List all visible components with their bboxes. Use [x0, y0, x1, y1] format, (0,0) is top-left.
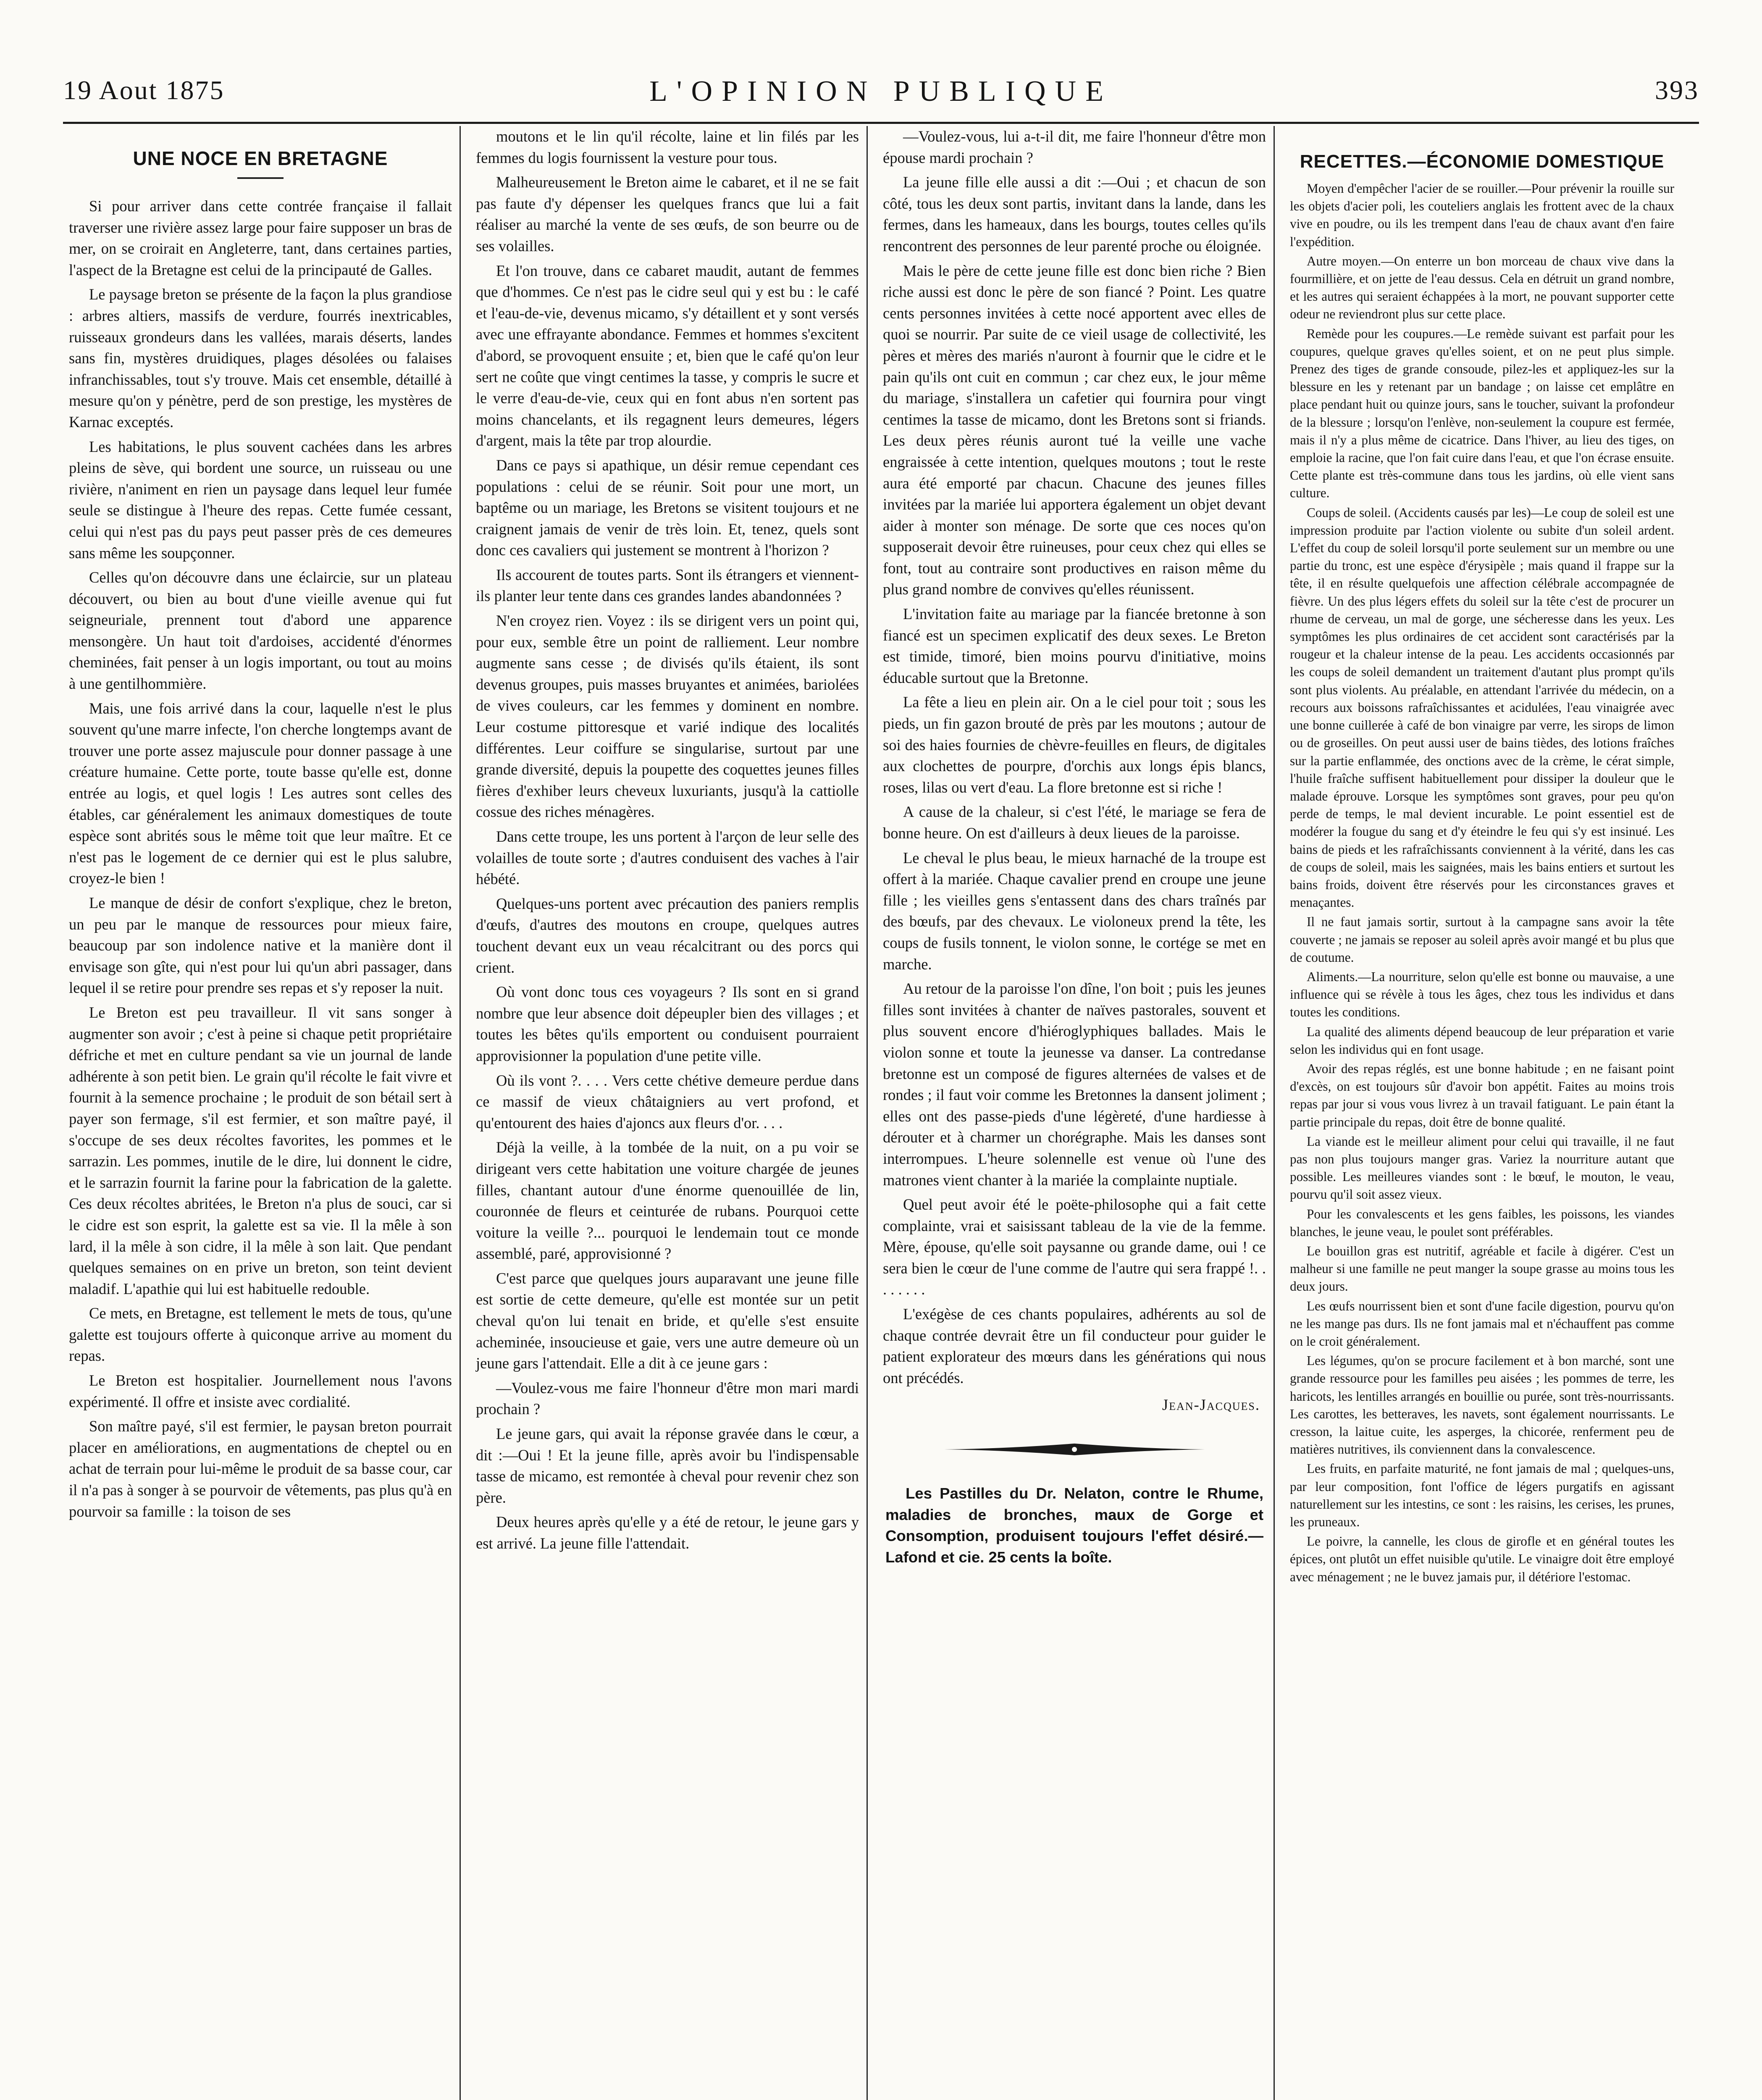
- paragraph: Mais le père de cette jeune fille est donc bien riche ? Bien riche aussi est donc le père de son fiancé ? Point. Les quatre cents personnes invitées à cette nocé apportent avec elles de quoi se nourrir. Par suite de ce vieil usage de collectivité, les pères et mères des mariés n'auront à fournir que le cidre et le pain qu'ils ont cuit en commun ; car chez eux, le jour même du mariage, s'installera un cafetier qui fournira pour vingt centimes la tasse de micamo, dont les Bretons sont si friands. Les deux pères réunis auront tué la veille une vache engraissée à cette intention, quelques moutons ; tout le reste aura été emporté par chacun. Chacune des jeunes filles invitées par la mariée lui apportera également un objet devant aider à monter son ménage. De sorte que ces noces qu'on supposerait devoir être ruineuses, pour ceux chez qui elles se font, tout au contraire sont productives en raison même du plus grand nombre de convives qu'elles réunissent.: [883, 262, 1266, 598]
- paragraph: Remède pour les coupures.—Le remède suivant est parfait pour les coupures, quelque graves qu'elles soient, et on ne peut plus simple. Prenez des tiges de grande consoude, pilez-les et appliquez-les sur la blessure en les y retenant par un bandage ; on laisse cet emplâtre en place pendant huit ou quinze jours, sans le toucher, suivant la profondeur de la blessure ; lorsqu'on l'enlève, non-seulement la coupure est fermée, mais il n'y a plus même de cicatrice. Dans l'hiver, au lieu des tiges, on emploie la racine, que l'on fait cuire dans l'eau, et que l'on écrase ensuite. Cette plante est très-commune dans tous les jardins, où elle vient sans culture.: [1290, 326, 1674, 501]
- paragraph: Les fruits, en parfaite maturité, ne font jamais de mal ; quelques-uns, par leur composition, font l'office de légers purgatifs en agissant naturellement sur les intestins, ce sont : les raisins, les cerises, les prunes, les pruneaux.: [1290, 1461, 1674, 1530]
- issue-date: 19 Aout 1875: [63, 75, 225, 105]
- paragraph: Les œufs nourrissent bien et sont d'une facile digestion, pourvu qu'on ne les mange pas durs. Ils ne font jamais mal et n'échauffent pas comme on le croit généralement.: [1290, 1298, 1674, 1349]
- column-2: [470, 126, 868, 2100]
- paragraph: Coups de soleil. (Accidents causés par les)—Le coup de soleil est une impression produite par l'action violente ou subite d'un soleil ardent. L'effet du coup de soleil lorsqu'il porte seulement sur un membre ou une partie du tronc, est une espèce d'érysipèle ; mais quand il frappe sur la tête, il en résulte quelquefois une affection célébrale accompagnée de fièvre. Un des plus légers effets du soleil sur la tête c'est de procurer un rhume de cerveau, un mal de gorge, une sécheresse dans les yeux. Les symptômes les plus ordinaires de cet accident sont caractérisés par la rougeur et la chaleur intense de la peau. Les accidents occasionnés par les coups de soleil demandent un traitement d'autant plus prompt qu'ils sont plus violents. Au préalable, en attendant l'arrivée du médecin, on a recours aux boissons rafraîchissantes et acidulées, l'eau vinaigrée avec une bonne cuillerée à café de bon vinaigre par verre, les sirops de limon ou de groseilles. On peut aussi user de bains tièdes, des lotions fraîches sur la partie enflammée, des onctions avec de la crème, le cérat simple, l'huile fraîche suffisent habituellement pour dissiper la douleur que le malade éprouve. Lorsque les symptômes sont graves, pour peu qu'on perde de temps, le mal devient incurable. Le point essentiel est de modérer la fougue du sang et d'y éteindre le feu qui s'y est insinué. Les bains de pieds et les rafraîchissants conviennent à la vérité, dans les cas de coups de soleil, mais les saignées, mais les bains entiers et surtout les bains froids, doivent être réservés pour les circonstances graves et menaçantes.: [1290, 505, 1674, 910]
- paragraph: Les habitations, le plus souvent cachées dans les arbres pleins de sève, qui bordent une source, un ruisseau ou une rivière, n'animent en rien un paysage dans lequel leur fumée seule se distingue à l'heure des repas. Cette fumée cessant, celui qui n'est pas du pays peut passer près de ces demeures sans même les soupçonner.: [69, 438, 452, 562]
- paragraph: moutons et le lin qu'il récolte, laine et lin filés par les femmes du logis fournissent la vesture pour tous.: [476, 128, 859, 166]
- paragraph: Le jeune gars, qui avait la réponse gravée dans le cœur, a dit :—Oui ! Et la jeune fille, après avoir bu l'indispensable tasse de micamo, est remontée à cheval pour revenir chez son père.: [476, 1425, 859, 1506]
- paragraph: Le manque de désir de confort s'explique, chez le breton, un peu par le manque de ressources pour mieux faire, beaucoup par son indolence native et la manière dont il envisage son gîte, qui n'est pour lui qu'un abri passager, dans lequel il se retire pour prendre ses repas et s'y reposer la nuit.: [69, 894, 452, 997]
- paragraph: La fête a lieu en plein air. On a le ciel pour toit ; sous les pieds, un fin gazon brouté de près par les moutons ; autour de soi des haies fournies de chèvre-feuilles en fleurs, de digitales aux clochettes de pourpre, d'orchis aux longs épis blancs, roses, lilas ou vert d'eau. La flore bretonne est si riche !: [883, 693, 1266, 796]
- paragraph: Ils accourent de toutes parts. Sont ils étrangers et viennent-ils planter leur tente dans ces grandes landes abandonnées ?: [476, 566, 859, 605]
- page-number: 393: [1655, 75, 1699, 105]
- paragraph: Le paysage breton se présente de la façon la plus grandiose : arbres altiers, massifs de verdure, fourrés inextricables, ruisseaux grondeurs dans les vallées, marais déserts, landes sans fin, mystères druidiques, plages désolées ou falaises infranchissables, tout s'y trouve. Mais cet ensemble, détaillé à mesure qu'on y pénètre, perd de son prestige, les mystères de Karnac exceptés.: [69, 286, 452, 430]
- article-signature: Jean-Jacques.: [1162, 1396, 1260, 1414]
- paragraph: La viande est le meilleur aliment pour celui qui travaille, il ne faut pas non plus toujours manger gras. Variez la nourriture autant que possible. Les meilleures viandes sont : le bœuf, le mouton, le veau, pourvu qu'il soit assez vieux.: [1290, 1134, 1674, 1202]
- title-rule: [237, 177, 284, 179]
- paragraph: Le Breton est hospitalier. Journellement nous l'avons expérimenté. Il offre et insiste avec cordialité.: [69, 1372, 452, 1410]
- paragraph: A cause de la chaleur, si c'est l'été, le mariage se fera de bonne heure. On est d'ailleurs à deux lieues de la paroisse.: [883, 803, 1266, 842]
- paragraph: Quelques-uns portent avec précaution des paniers remplis d'œufs, d'autres des moutons en croupe, quelques autres touchent devant eux un veau récalcitrant ou des porcs qui crient.: [476, 895, 859, 976]
- recipes-body: [1290, 180, 1674, 1586]
- paragraph: L'invitation faite au mariage par la fiancée bretonne à son fiancé est un specimen explicatif des deux sexes. Le Breton est timide, timoré, bien moins pourvu d'initiative, moins éducable surtout que la Bretonne.: [883, 605, 1266, 686]
- paragraph: N'en croyez rien. Voyez : ils se dirigent vers un point qui, pour eux, semble être un point de ralliement. Leur nombre augmente sans cesse ; de divisés qu'ils étaient, ils sont devenus groupes, puis masses bruyantes et animées, bariolées de vives couleurs, car les femmes y dominent en nombre. Leur costume pittoresque et varié indique des localités différentes. Leur coiffure se singularise, surtout par une grande diversité, depuis la poupette des coquettes jeunes filles fières d'exhiber leurs cheveux luxuriants, jusqu'à la cattiolle cossue des riches ménagères.: [476, 612, 859, 821]
- paragraph: Quel peut avoir été le poëte-philosophe qui a fait cette complainte, vrai et saisissant tableau de la vie de la femme. Mère, épouse, qu'elle soit paysanne ou grande dame, oui ! ce sera bien le cœur de l'une comme de l'autre qui sera frappé !. . . . . . . .: [883, 1196, 1266, 1298]
- paragraph: Avoir des repas réglés, est une bonne habitude ; en ne faisant point d'excès, on est toujours sûr d'avoir bon appétit. Faites au moins trois repas par jour si vous vous livrez à un travail fatiguant. Le pain étant la partie principale du repas, doit être de bonne qualité.: [1290, 1061, 1674, 1129]
- paragraph: Dans cette troupe, les uns portent à l'arçon de leur selle des volailles de toute sorte ; d'autres conduisent des vaches à l'air hébété.: [476, 828, 859, 888]
- paragraph: Le Breton est peu travailleur. Il vit sans songer à augmenter son avoir ; c'est à peine si chaque petit propriétaire défriche et met en culture pendant sa vie un journal de lande adhérente à son petit bien. Le grain qu'il récolte le fait vivre et fournit à la semence prochaine ; le produit de son bétail sert à payer son fermage, s'il est fermier, et son maître payé, il s'occupe de ses deux récoltes favorites, les pommes et le sarrazin. Les pommes, inutile de le dire, lui donnent le cidre, et le sarrazin fournit la farine pour la fabrication de la galette. Ces deux récoltes abritées, le Breton n'a plus de souci, car si le cidre est son esprit, la galette est sa vie. Il la mêle à son lard, il la mêle à son cidre, il la mêle à son lait. Que pendant quelques semaines on en prive un breton, son teint devient maladif. L'apathie qui lui est habituelle redouble.: [69, 1003, 452, 1297]
- article-title: UNE NOCE EN BRETAGNE: [133, 147, 388, 169]
- paragraph: Malheureusement le Breton aime le cabaret, et il ne se fait pas faute d'y dépenser les quelques francs que lui a fait réaliser au marché la vente de ses œufs, de son beurre ou de ses volailles.: [476, 173, 859, 255]
- paragraph: Le bouillon gras est nutritif, agréable et facile à digérer. C'est un malheur si une famille ne peut manger la soupe grasse au moins tous les deux jours.: [1290, 1243, 1674, 1294]
- paragraph: Où vont donc tous ces voyageurs ? Ils sont en si grand nombre que leur absence doit dépeupler bien des villages ; et toutes les bêtes qu'ils emportent ou conduisent pourraient approvisionner la population d'une petite ville.: [476, 983, 859, 1064]
- paragraph: Le cheval le plus beau, le mieux harnaché de la troupe est offert à la mariée. Chaque cavalier prend en croupe une jeune fille ; les vieilles gens s'entassent dans des chars traînés par des bœufs, par des chevaux. Le violoneux prend la tête, les coups de fusils tonnent, le violon sonne, le cortége se met en marche.: [883, 849, 1266, 973]
- paragraph: L'exégèse de ces chants populaires, adhérents au sol de chaque contrée devrait être un fil conducteur pour guider le patient explorateur des mœurs dans les générations qui nous ont précédés.: [883, 1305, 1266, 1386]
- column-1: [63, 126, 461, 2100]
- paragraph: Pour les convalescents et les gens faibles, les poissons, les viandes blanches, le jeune veau, le poulet sont préférables.: [1290, 1206, 1674, 1239]
- paragraph: Le poivre, la cannelle, les clous de girofle et en général toutes les épices, ont plutôt un effet nuisible qu'utile. Le vinaigre doit être employé avec ménagement ; ne le buvez jamais pur, il détériore l'estomac.: [1290, 1534, 1674, 1584]
- paragraph: Dans ce pays si apathique, un désir remue cependant ces populations : celui de se réunir. Soit pour une mort, un baptême ou un mariage, les Bretons se visitent toujours et ne craignent jamais de venir de très loin. Et, tenez, quels sont donc ces cavaliers qui justement se montrent à l'horizon ?: [476, 456, 859, 559]
- paragraph: La qualité des aliments dépend beaucoup de leur préparation et varie selon les individus qui en font usage.: [1290, 1024, 1674, 1057]
- paragraph: Autre moyen.—On enterre un bon morceau de chaux vive dans la fourmillière, et on jette de l'eau dessus. Cela en détruit un grand nombre, et les autres qui seraient échappées à la mort, ne pouvant supporter cette odeur ne reviendront plus sur cette place.: [1290, 253, 1674, 322]
- paragraph: —Voulez-vous, lui a-t-il dit, me faire l'honneur d'être mon épouse mardi prochain ?: [883, 128, 1266, 166]
- paragraph: Déjà la veille, à la tombée de la nuit, on a pu voir se dirigeant vers cette habitation une voiture chargée de jeunes filles, chantant autour d'une énorme quenouillée de lin, couronnée de fleurs et ceinturée de rubans. Pourquoi cette voiture la veille ?... pourquoi le lendemain tout ce monde assemblé, paré, approvisionné ?: [476, 1139, 859, 1263]
- paragraph: Les légumes, qu'on se procure facilement et à bon marché, sont une grande ressource pour les familles peu aisées ; les pommes de terre, les haricots, les lentilles arrangés en bouillie ou purée, sont très-nourrissants. Les carottes, les betteraves, les navets, sont également nourrissants. Le cresson, la laitue cuite, les asperges, la chicorée, renferment peu de matières nutritives, ils conviennent dans la convalescence.: [1290, 1353, 1674, 1457]
- recipes-title: RECETTES.—ÉCONOMIE DOMESTIQUE: [1300, 151, 1665, 172]
- column-3: [877, 126, 1275, 2100]
- paragraph: Il ne faut jamais sortir, surtout à la campagne sans avoir la tête couverte ; ne jamais se reposer au soleil après avoir mangé et bu plus que de coutume.: [1290, 914, 1674, 965]
- advertisement: Les Pastilles du Dr. Nelaton, contre le Rhume, maladies de bronches, maux de Gorge et Consomption, produisent toujours l'effet désiré.—Lafond et cie. 25 cents la boîte.: [885, 1485, 1263, 1566]
- ornament-divider: [940, 1441, 1209, 1458]
- article-body-part-1: [69, 196, 452, 1522]
- columns: [63, 126, 1699, 2100]
- paragraph: Et l'on trouve, dans ce cabaret maudit, autant de femmes que d'hommes. Ce n'est pas le cidre seul qui y est bu : le café et l'eau-de-vie, devenus micamo, s'y détaillent et y sont versés avec une effrayante abondance. Femmes et hommes s'excitent d'abord, se provoquent ensuite ; et, bien que le café qu'on leur sert ne coûte que vingt centimes la tasse, y compris le sucre et le verre d'eau-de-vie, ceux qui en font abus n'en sortent pas moins chancelants, et ils regagnent leurs demeures, légers d'argent, mais la tête par trop alourdie.: [476, 262, 859, 449]
- paragraph: Si pour arriver dans cette contrée française il fallait traverser une rivière assez large pour faire supposer un bras de mer, on se croirait en Angleterre, tant, dans certaines parties, l'aspect de la Bretagne est celui de la principauté de Galles.: [69, 197, 452, 278]
- paragraph: Aliments.—La nourriture, selon qu'elle est bonne ou mauvaise, a une influence qui se révèle à tous les âges, chez tous les individus et dans toutes les conditions.: [1290, 969, 1674, 1020]
- article-body-part-2: [476, 126, 859, 1554]
- newspaper-title: L'OPINION PUBLIQUE: [649, 75, 1113, 108]
- column-4: [1284, 126, 1682, 2100]
- paragraph: La jeune fille elle aussi a dit :—Oui ; et chacun de son côté, tous les deux sont partis, invitant dans la lande, dans les fermes, dans les hameaux, dans les bourgs, toutes celles qu'ils rencontrent des personnes de leur parenté proche ou éloignée.: [883, 173, 1266, 255]
- paragraph: Moyen d'empêcher l'acier de se rouiller.—Pour prévenir la rouille sur les objets d'acier poli, les couteliers anglais les frottent avec de la chaux vive en poudre, ou ils les trempent dans l'eau de chaux avant d'en faire l'expédition.: [1290, 181, 1674, 249]
- paragraph: Celles qu'on découvre dans une éclaircie, sur un plateau découvert, ou bien au bout d'une vieille avenue qui fut seigneuriale, prennent tout d'abord une apparence mensongère. Un haut toit d'ardoises, accidenté d'énormes cheminées, fait penser à un logis important, ou tout au moins à une gentilhommière.: [69, 569, 452, 693]
- paragraph: Son maître payé, s'il est fermier, le paysan breton pourrait placer en améliorations, en augmentations de cheptel ou en achat de terrain pour lui-même le produit de sa basse cour, car il n'a pas à songer à se pourvoir de vêtements, pas plus qu'à en pourvoir sa famille : la toison de ses: [69, 1418, 452, 1520]
- article-body-part-3: [883, 126, 1266, 1389]
- paragraph: Où ils vont ?. . . . Vers cette chétive demeure perdue dans ce massif de vieux châtaigniers au vert profond, et qu'entourent des haies d'ajoncs aux fleurs d'or. . . .: [476, 1071, 859, 1131]
- paragraph: —Voulez-vous me faire l'honneur d'être mon mari mardi prochain ?: [476, 1379, 859, 1418]
- masthead: [63, 59, 1699, 124]
- paragraph: C'est parce que quelques jours auparavant une jeune fille est sortie de cette demeure, qu'elle est montée sur un petit cheval qu'on lui tenait en bride, et qu'elle s'est ensuite acheminée, insoucieuse et gaie, vers une autre demeure où un jeune gars l'attendait. Elle a dit à ce jeune gars :: [476, 1269, 859, 1372]
- paragraph: Ce mets, en Bretagne, est tellement le mets de tous, qu'une galette est toujours offerte à quiconque arrive au moment du repas.: [69, 1305, 452, 1365]
- paragraph: Au retour de la paroisse l'on dîne, l'on boit ; puis les jeunes filles sont invitées à chanter de naïves pastorales, souvent et plus souvent encore d'hiéroglyphiques ballades. Mais le violon sonne et toute la jeunesse va danser. La contredanse bretonne est un composé de figures alternées de valses et de rondes ; il faut voir comme les Bretonnes la dansent joliment ; elles ont des passe-pieds d'une légèreté, d'une hardiesse à dérouter et à charmer un chorégraphe. Mais les danses sont interrompues. L'heure solennelle est venue où l'une des matrones vient chanter à la mariée la complainte nuptiale.: [883, 980, 1266, 1189]
- paragraph: Deux heures après qu'elle y a été de retour, le jeune gars y est arrivé. La jeune fille l'attendait.: [476, 1513, 859, 1552]
- paragraph: Mais, une fois arrivé dans la cour, laquelle n'est le plus souvent qu'une marre infecte, l'on cherche longtemps avant de trouver une porte assez majuscule pour donner passage à une créature humaine. Cette porte, toute basse qu'elle est, donne entrée au logis, et quel logis ! Les autres sont celles des étables, car généralement les animaux domestiques de toute espèce sont abrités sous le même toit que leur maître. Et ce n'est pas le logement de ce dernier qui est le plus salubre, croyez-le bien !: [69, 699, 452, 887]
